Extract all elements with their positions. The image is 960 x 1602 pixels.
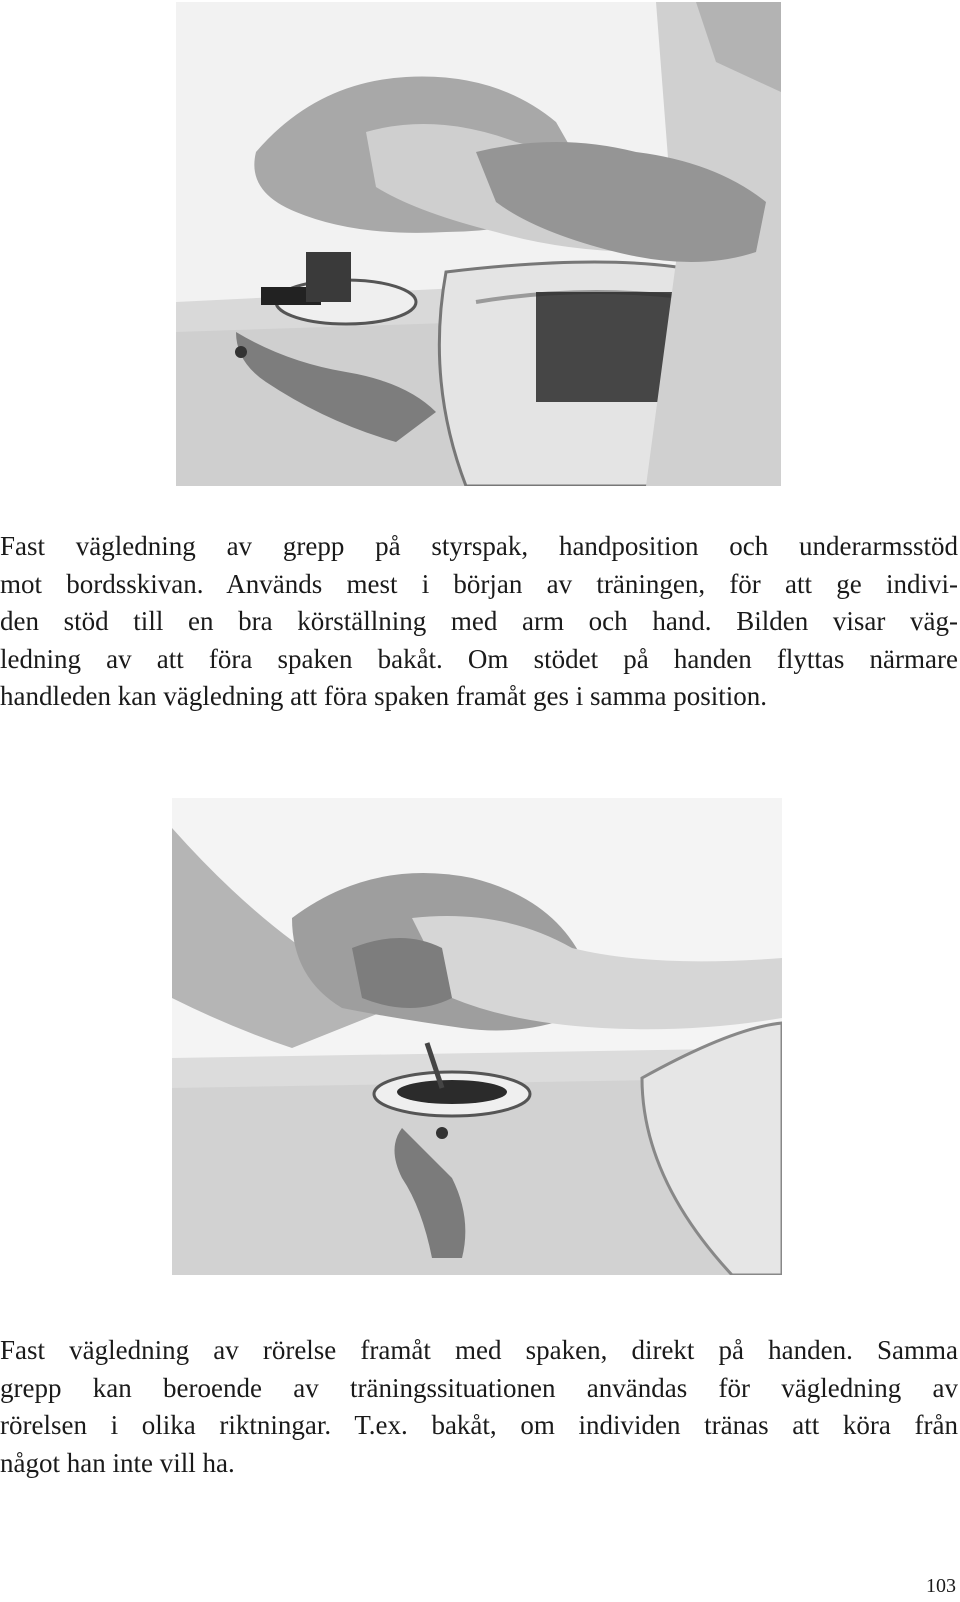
photo-hands-on-joystick-top	[176, 2, 781, 486]
caption-line: mot bordsskivan. Används mest i början av träningen, för att ge indivi-	[0, 568, 958, 599]
caption-line: Fast vägledning av rörelse framåt med spaken, direkt på handen. Samma	[0, 1335, 958, 1365]
caption-line: rörelsen i olika riktningar. T.ex. bakåt, om individen tränas att köra från	[0, 1410, 958, 1440]
caption-second-photo	[0, 1332, 958, 1482]
caption-line: något han inte vill ha.	[0, 1447, 235, 1478]
photo-hand-on-joystick-bottom	[172, 798, 782, 1275]
caption-line: ledning av att föra spaken bakåt. Om stödet på handen flyttas närmare	[0, 643, 958, 674]
caption-line: handleden kan vägledning att föra spaken framåt ges i samma position.	[0, 681, 768, 711]
photo-illustration-top	[176, 2, 781, 486]
caption-line: Fast vägledning av grepp på styrspak, handposition och underarmsstöd	[0, 531, 958, 561]
photo-illustration-bottom	[172, 798, 782, 1275]
caption-line: den stöd till en bra körställning med arm och hand. Bilden visar väg-	[0, 606, 958, 636]
page-number: 103	[926, 1575, 956, 1597]
caption-first-photo	[0, 528, 958, 716]
caption-line: grepp kan beroende av träningssituationen användas för vägledning av	[0, 1372, 958, 1403]
